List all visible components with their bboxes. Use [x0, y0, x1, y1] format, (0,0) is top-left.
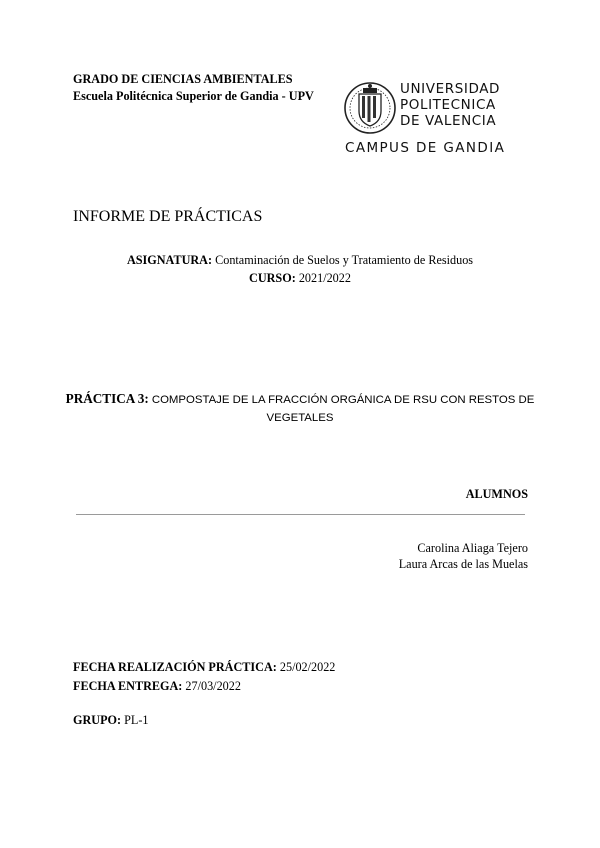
realization-date-label: FECHA REALIZACIÓN PRÁCTICA: [73, 660, 277, 674]
report-title: INFORME DE PRÁCTICAS [73, 208, 263, 225]
university-logo [343, 80, 508, 160]
logo-line-1: UNIVERSIDAD [400, 81, 501, 97]
course-label: CURSO: [249, 271, 296, 285]
subject-line [0, 253, 600, 268]
course-line [0, 271, 600, 286]
delivery-date-value: 27/03/2022 [185, 679, 241, 693]
practice-label: PRÁCTICA 3: [65, 391, 149, 406]
subject-value: Contaminación de Suelos y Tratamiento de Residuos [215, 253, 474, 267]
student-name: Carolina Aliaga Tejero [417, 541, 528, 555]
university-seal-icon [343, 80, 397, 136]
logo-line-2: POLITECNICA [400, 97, 496, 113]
realization-date-value: 25/02/2022 [279, 660, 336, 674]
delivery-date-line [73, 679, 241, 694]
students-heading: ALUMNOS [465, 487, 528, 501]
practice-title: COMPOSTAJE DE LA FRACCIÓN ORGÁNICA DE RSU CON RESTOS DE VEGETALES [151, 394, 535, 424]
logo-campus: CAMPUS DE GANDIA [345, 140, 506, 156]
logo-line-3: DE VALENCIA [400, 113, 497, 129]
subject-label: ASIGNATURA: [126, 253, 213, 267]
group-line [73, 713, 149, 728]
delivery-date-label: FECHA ENTREGA: [73, 679, 183, 693]
realization-date-line [73, 660, 335, 675]
school-name: Escuela Politécnica Superior de Gandia - UPV [73, 89, 314, 103]
degree-title: GRADO DE CIENCIAS AMBIENTALES [73, 72, 293, 86]
divider [76, 514, 525, 515]
student-name: Laura Arcas de las Muelas [398, 557, 528, 571]
practice-heading [60, 390, 540, 427]
group-label: GRUPO: [73, 713, 122, 727]
group-value: PL-1 [124, 713, 149, 727]
course-value: 2021/2022 [298, 271, 351, 285]
